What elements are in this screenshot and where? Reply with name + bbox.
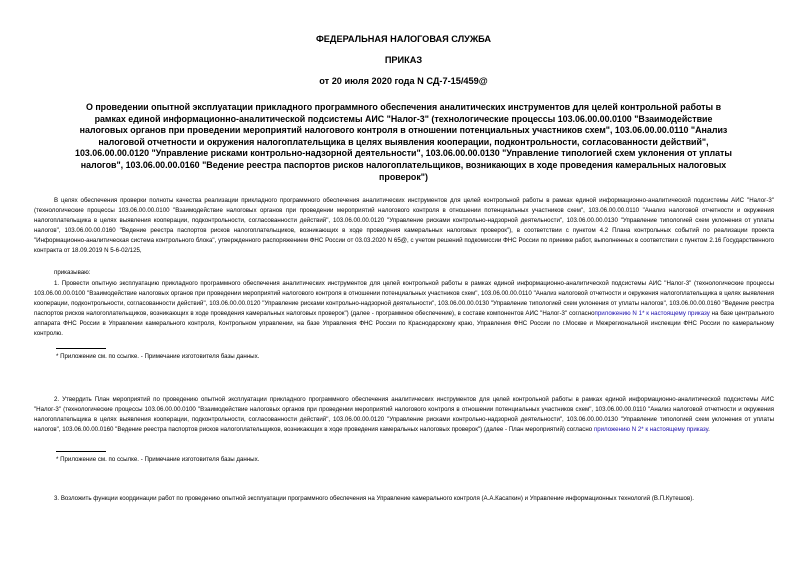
footnote-divider bbox=[56, 451, 106, 452]
document-title: О проведении опытной эксплуатации прикладного программного обеспечения аналитических инструментов для целей контрольной работы в рамках единой информационно-аналитической подсистемы АИС "Налог-3" (технологические процессы 103.06.00.00.0100 "Взаимодействие налоговых органов при проведении мероприятий налогового контроля в отношении потенциальных участников схем", 103.06.00.00.0110 "Анализ налоговой отчетности и окружения налогоплательщика в целях выявления кооперации, подконтрольности, согласованности действий", 103.06.00.00.0120 "Управление рисками контрольно-надзорной деятельности", 103.06.00.00.0130 "Управление типологией схем уклонения от уплаты налогов", 103.06.00.00.0160 "Ведение реестра паспортов рисков налогоплательщиков, возникающих в ходе проведения камеральных налоговых проверок") bbox=[75, 102, 732, 182]
footnote-2: * Приложение см. по ссылке. - Примечание изготовителя базы данных. bbox=[56, 456, 260, 463]
appendix-2-link[interactable]: приложению N 2* к настоящему приказу bbox=[593, 426, 709, 434]
item-2-text-end: . bbox=[708, 426, 710, 434]
item-2-text: 2. Утвердить План мероприятий по проведению опытной эксплуатации прикладного программного обеспечения аналитических инструментов для целей контрольной работы в рамках единой информационно-аналитической подсистемы АИС "Налог-3" (технологические процессы 103.06.00.00.0100 "Взаимодействие налоговых органов при проведении мероприятий налогового контроля в отношении потенциальных участников схем", 103.06.00.00.0110 "Анализ налоговой отчетности и окружения налогоплательщика в целях выявления кооперации, подконтрольности, согласованности действий", 103.06.00.00.0120 "Управление рисками контрольно-надзорной деятельности", 103.06.00.00.0130 "Управление типологией схем уклонения от уплаты налогов", 103.06.00.00.0160 "Ведение реестра паспортов рисков налогоплательщиков, возникающих в ходе проведения камеральных налоговых проверок") (далее - План мероприятий) согласно bbox=[34, 396, 774, 434]
document-type-heading: ПРИКАЗ bbox=[384, 55, 423, 65]
item-1-text: 1. Провести опытную эксплуатацию прикладного программного обеспечения аналитических инструментов для целей контрольной работы в рамках единой информационно-аналитической подсистемы АИС "Налог-3" (технологические процессы 103.06.00.00.0100 "Взаимодействие налоговых органов при проведении мероприятий налогового контроля в отношении потенциальных участников схем", 103.06.00.00.0110 "Анализ налоговой отчетности и окружения налогоплательщика в целях выявления кооперации, подконтрольности, согласованности действий", 103.06.00.00.0120 "Управление рисками контрольно-надзорной деятельности", 103.06.00.00.0130 "Управление типологией схем уклонения от уплаты налогов", 103.06.00.00.0160 "Ведение реестра паспортов рисков налогоплательщиков, возникающих в ходе проведения камеральных налоговых проверок") (далее - программное обеспечение), в составе компонентов АИС "Налог-3" согласно bbox=[34, 280, 774, 318]
preamble-paragraph: В целях обеспечения проверки полноты качества реализации прикладного программного обеспечения аналитических инструментов для целей контрольной работы в рамках единой информационно-аналитической подсистемы АИС "Налог-3" (технологические процессы 103.06.00.00.0100 "Взаимодействие налоговых органов при проведении мероприятий налогового контроля в отношении потенциальных участников схем", 103.06.00.00.0110 "Анализ налоговой отчетности и окружения налогоплательщика в целях выявления кооперации, подконтрольности, согласованности действий", 103.06.00.00.0120 "Управление рисками контрольно-надзорной деятельности", 103.06.00.00.0130 "Управление типологией схем уклонения от уплаты налогов", 103.06.00.00.0160 "Ведение реестра паспортов рисков налогоплательщиков, возникающих в ходе проведения камеральных налоговых проверок"), в соответствии с пунктом 4.2 Плана контрольных событий по реализации проекта "Информационно-аналитическая система контрольного блока", утвержденного распоряжением ФНС России от 03.03.2020 N 65@, с учетом решений подкомиссии ФНС России по приемке работ, выполненных в соответствии с пунктом 2.16 Государственного контракта от 18.09.2019 N 5-6-02/125, bbox=[34, 197, 774, 255]
item-3-paragraph: 3. Возложить функции координации работ по проведению опытной эксплуатации программного обеспечения на Управление камерального контроля (А.А.Касаткин) и Управление информационных технологий (В.П.Кутешов). bbox=[54, 495, 694, 502]
organization-heading: ФЕДЕРАЛЬНАЯ НАЛОГОВАЯ СЛУЖБА bbox=[315, 34, 492, 44]
item-2-paragraph bbox=[34, 395, 774, 435]
footnote-1: * Приложение см. по ссылке. - Примечание изготовителя базы данных. bbox=[56, 353, 260, 360]
appendix-1-link[interactable]: приложению N 1* к настоящему приказу bbox=[594, 310, 710, 318]
decree-word: приказываю: bbox=[54, 269, 91, 276]
footnote-divider bbox=[56, 348, 106, 349]
item-1-paragraph bbox=[34, 279, 774, 340]
item-1-text-end: на базе центрального аппарата ФНС России в Управлении камерального контроля, Контрольном управлении, на базе Управления ФНС России по Краснодарскому краю, Управления ФНС России по г.Москве и Межрегиональной инспекции ФНС России по камеральному контролю. bbox=[34, 310, 774, 338]
order-date-number: от 20 июля 2020 года N СД-7-15/459@ bbox=[319, 76, 488, 86]
